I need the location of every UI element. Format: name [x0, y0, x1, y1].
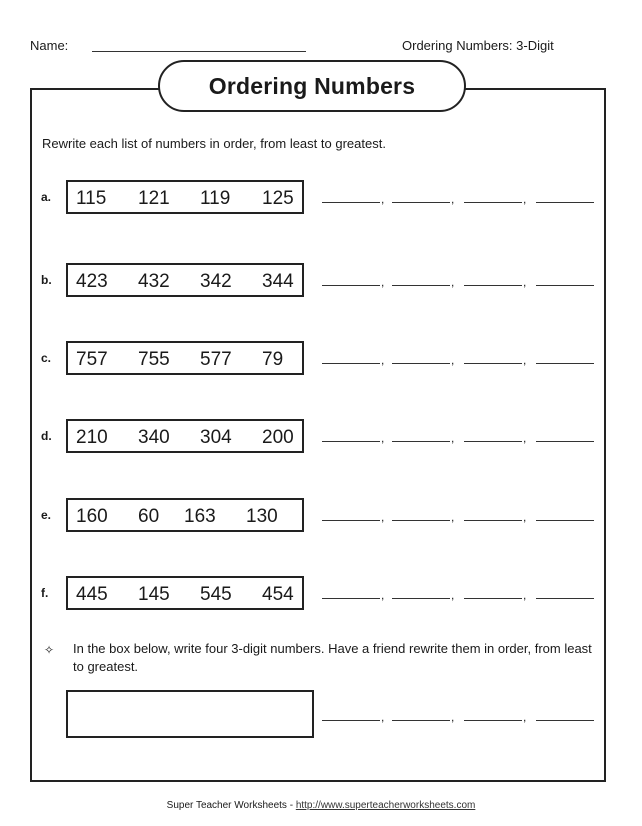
answer-blank[interactable]	[536, 202, 594, 203]
number: 210	[76, 427, 108, 448]
comma: ,	[381, 710, 385, 724]
problem-label: f.	[41, 586, 49, 600]
answer-blank[interactable]	[322, 202, 380, 203]
comma: ,	[523, 353, 527, 367]
answer-blank[interactable]	[536, 720, 594, 721]
answer-blank[interactable]	[464, 285, 522, 286]
comma: ,	[451, 588, 455, 602]
answer-blank[interactable]	[322, 520, 380, 521]
problem-row-c	[0, 341, 642, 377]
number: 119	[200, 188, 231, 209]
comma: ,	[523, 275, 527, 289]
comma: ,	[451, 710, 455, 724]
number: 145	[138, 584, 170, 605]
number-box	[66, 498, 304, 532]
worksheet-title: Ordering Numbers: 3-Digit	[402, 38, 554, 53]
number: 130	[246, 506, 278, 527]
answer-blank[interactable]	[536, 598, 594, 599]
bonus-answer-row	[0, 698, 642, 734]
comma: ,	[381, 353, 385, 367]
footer-separator: -	[289, 800, 294, 811]
comma: ,	[381, 275, 385, 289]
answer-blank[interactable]	[392, 441, 450, 442]
number: 60	[138, 506, 160, 527]
number-box	[66, 180, 304, 214]
number-box	[66, 263, 304, 297]
number: 545	[200, 584, 232, 605]
number: 755	[138, 349, 170, 370]
answer-blank[interactable]	[322, 363, 380, 364]
problem-label: d.	[41, 429, 52, 443]
number: 160	[76, 506, 108, 527]
footer-link[interactable]: http://www.superteacherworksheets.com	[295, 800, 476, 811]
answer-blank[interactable]	[464, 441, 522, 442]
comma: ,	[451, 431, 455, 445]
answer-blank[interactable]	[464, 520, 522, 521]
bonus-instructions: In the box below, write four 3-digit numbers. Have a friend rewrite them in order, from least to greatest.	[73, 641, 592, 674]
problem-label: a.	[41, 190, 52, 204]
number: 200	[262, 427, 294, 448]
number-box	[66, 341, 304, 375]
problem-row-e	[0, 498, 642, 534]
comma: ,	[451, 353, 455, 367]
comma: ,	[523, 431, 527, 445]
number-box	[66, 576, 304, 610]
comma: ,	[523, 510, 527, 524]
number: 163	[184, 506, 216, 527]
name-line[interactable]	[92, 51, 306, 52]
bullet-icon: ✧	[44, 643, 55, 657]
problem-row-d	[0, 419, 642, 455]
number: 79	[262, 349, 284, 370]
number: 423	[76, 271, 108, 292]
number: 125	[262, 188, 294, 209]
comma: ,	[381, 192, 385, 206]
footer-brand: Super Teacher Worksheets	[166, 800, 287, 811]
footer	[0, 800, 642, 811]
answer-blank[interactable]	[392, 520, 450, 521]
answer-blank[interactable]	[322, 285, 380, 286]
answer-blank[interactable]	[322, 598, 380, 599]
number: 445	[76, 584, 108, 605]
problem-row-f	[0, 576, 642, 612]
number: 121	[138, 188, 170, 209]
answer-blank[interactable]	[464, 363, 522, 364]
problem-row-b	[0, 263, 642, 299]
answer-blank[interactable]	[392, 363, 450, 364]
answer-blank[interactable]	[536, 363, 594, 364]
comma: ,	[523, 588, 527, 602]
answer-blank[interactable]	[392, 285, 450, 286]
answer-blank[interactable]	[392, 720, 450, 721]
number: 432	[138, 271, 170, 292]
problem-label: c.	[41, 351, 52, 365]
answer-blank[interactable]	[392, 598, 450, 599]
name-label: Name:	[30, 38, 69, 53]
problem-label: b.	[41, 273, 52, 287]
problem-label: e.	[41, 508, 52, 522]
comma: ,	[451, 275, 455, 289]
number: 757	[76, 349, 108, 370]
instructions: Rewrite each list of numbers in order, from least to greatest.	[42, 136, 386, 151]
number: 344	[262, 271, 294, 292]
answer-blank[interactable]	[536, 520, 594, 521]
number: 454	[262, 584, 294, 605]
answer-blank[interactable]	[464, 598, 522, 599]
comma: ,	[523, 192, 527, 206]
number-box	[66, 419, 304, 453]
comma: ,	[381, 588, 385, 602]
number: 340	[138, 427, 170, 448]
answer-blank[interactable]	[536, 285, 594, 286]
answer-blank[interactable]	[392, 202, 450, 203]
answer-blank[interactable]	[536, 441, 594, 442]
comma: ,	[381, 510, 385, 524]
answer-blank[interactable]	[464, 202, 522, 203]
comma: ,	[523, 710, 527, 724]
comma: ,	[381, 431, 385, 445]
answer-blank[interactable]	[322, 720, 380, 721]
number: 342	[200, 271, 232, 292]
answer-blank[interactable]	[464, 720, 522, 721]
number: 304	[200, 427, 232, 448]
number: 577	[200, 349, 232, 370]
problem-row-a	[0, 180, 642, 216]
comma: ,	[451, 510, 455, 524]
comma: ,	[451, 192, 455, 206]
page-title: Ordering Numbers	[158, 60, 466, 112]
answer-blank[interactable]	[322, 441, 380, 442]
number: 115	[76, 188, 107, 209]
